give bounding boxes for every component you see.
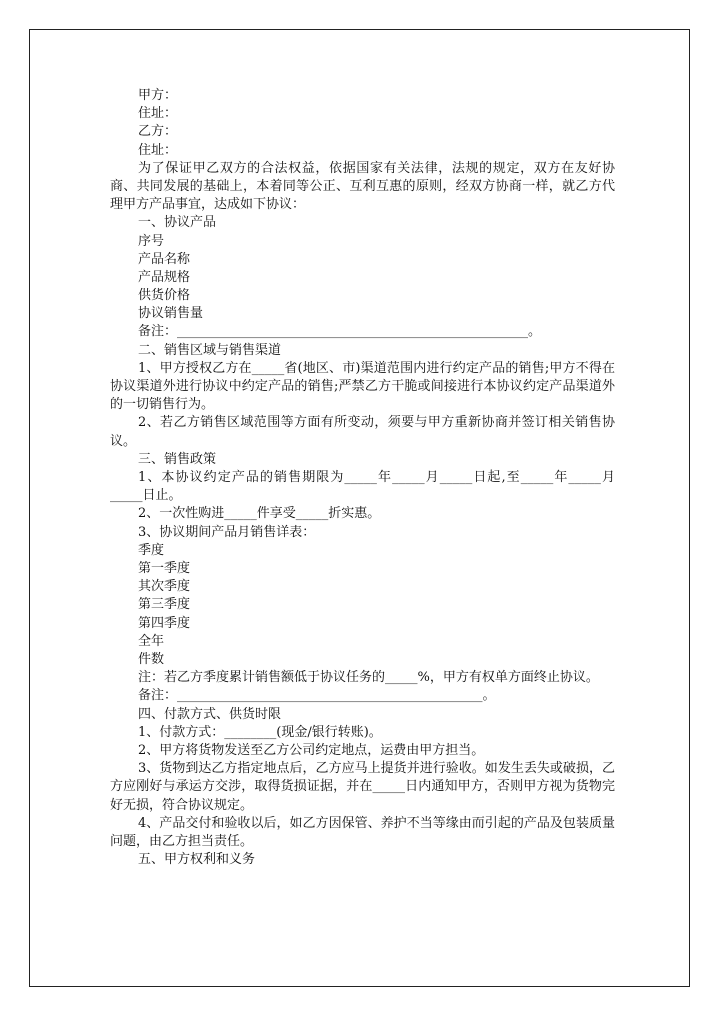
table-cell-quarter: 季度 (138, 542, 165, 558)
table-cell-full-year: 全年 (138, 633, 165, 649)
section-1-heading: 一、协议产品 (138, 215, 217, 231)
section-4-clause-3: 3、货物到达乙方指定地点后，乙方应马上提货并进行验收。如发生丢失或破损，乙方应刚好与承运方交涉，取得货损证据，并在_____日内通知甲方，否则甲方视为货物完好无损，符合协议规定。 (110, 761, 615, 813)
field-product-name: 产品名称 (138, 251, 191, 267)
section-4-heading: 四、付款方式、供货时限 (138, 706, 282, 722)
section-2-clause-1: 1、甲方授权乙方在_____省(地区、市)渠道范围内进行约定产品的销售;甲方不得在协议渠道外进行协议中约定产品的销售;严禁乙方干脆或间接进行本协议约定产品渠道外的一切销售行为。 (110, 360, 615, 413)
section-3-clause-1: 1、本协议约定产品的销售期限为_____年_____月_____日起,至_____年_____月_____日止。 (110, 470, 615, 504)
section-2-heading: 二、销售区域与销售渠道 (138, 342, 282, 358)
section-3-note: 注：若乙方季度累计销售额低于协议任务的_____%，甲方有权单方面终止协议。 (138, 670, 599, 686)
table-cell-q2: 其次季度 (138, 579, 191, 595)
section-4-clause-4: 4、产品交付和验收以后，如乙方因保管、养护不当等缘由而引起的产品及包装质量问题，由乙方担当责任。 (110, 815, 615, 849)
table-cell-q4: 第四季度 (138, 615, 191, 631)
section-3-heading: 三、销售政策 (138, 451, 217, 467)
party-a-label: 甲方： (138, 88, 178, 103)
party-b-address: 住址： (138, 142, 178, 158)
field-product-spec: 产品规格 (138, 269, 191, 285)
field-supply-price: 供货价格 (138, 288, 191, 304)
section-3-remark: 备注：_______________________________________________。 (138, 688, 496, 704)
intro-paragraph: 为了保证甲乙双方的合法权益，依据国家有关法律，法规的规定，双方在友好协商、共同发展的基础上，本着同等公正、互利互惠的原则，经双方协商一样，就乙方代理甲方产品事宜，达成如下协议： (110, 160, 615, 213)
table-cell-q1: 第一季度 (138, 561, 191, 577)
section-2-clause-2: 2、若乙方销售区域范围等方面有所变动，须要与甲方重新协商并签订相关销售协议。 (110, 415, 615, 449)
field-serial: 序号 (138, 233, 165, 249)
party-a-address: 住址： (138, 106, 178, 122)
table-cell-q3: 第三季度 (138, 597, 191, 613)
section-3-clause-2: 2、一次性购进_____件享受_____折实惠。 (138, 506, 381, 522)
contract-body (110, 87, 615, 869)
table-cell-units: 件数 (138, 651, 165, 667)
section-3-clause-3: 3、协议期间产品月销售详表： (138, 524, 316, 540)
section-5-heading: 五、甲方权利和义务 (138, 852, 256, 868)
section-4-clause-2: 2、甲方将货物发送至乙方公司约定地点，运费由甲方担当。 (138, 742, 485, 758)
section-4-clause-1: 1、付款方式：________(现金/银行转账)。 (138, 724, 382, 740)
field-sales-volume: 协议销售量 (138, 306, 204, 322)
section-1-remark: 备注：______________________________________________________。 (138, 324, 542, 340)
party-b-label: 乙方： (138, 124, 178, 140)
